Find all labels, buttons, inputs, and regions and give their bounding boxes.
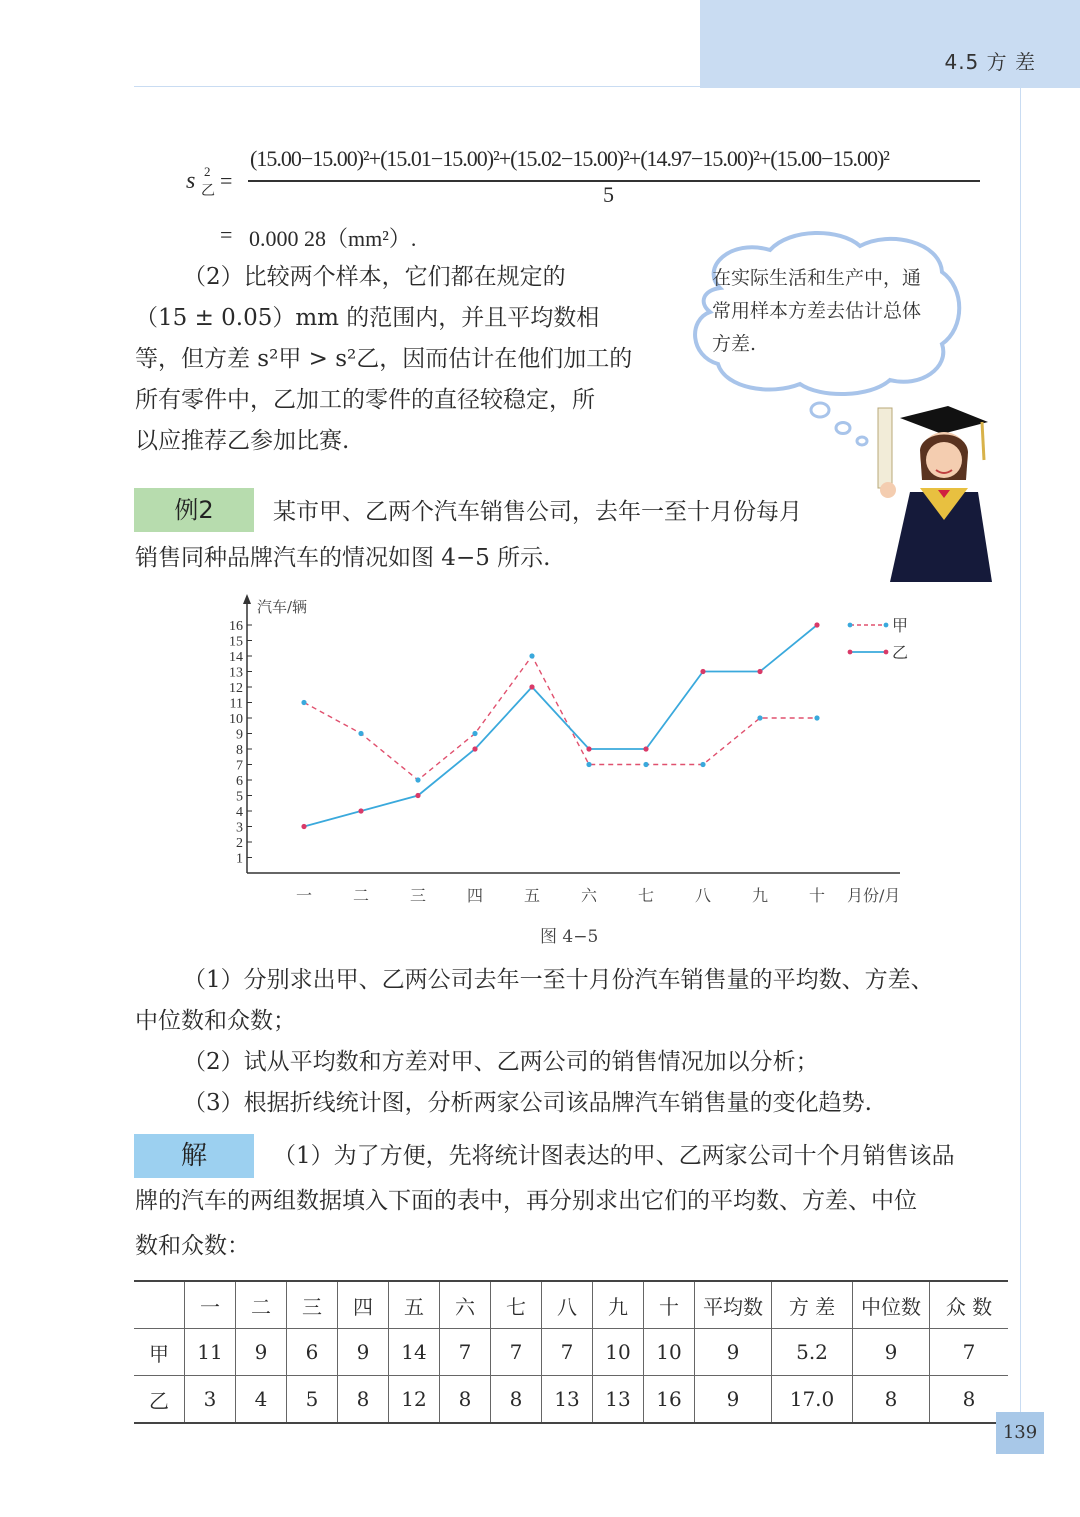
- example-line: 销售同种品牌汽车的情况如图 4−5 所示.: [135, 545, 551, 571]
- legend-point-jia: [848, 623, 853, 628]
- table-cell: 十: [644, 1281, 695, 1329]
- data-point-yi: [814, 622, 819, 627]
- y-tick-label: 9: [236, 727, 243, 743]
- y-tick-label: 11: [229, 696, 243, 712]
- table-cell: 8: [338, 1376, 389, 1424]
- table-cell: 8: [491, 1376, 542, 1424]
- table-cell: 17.0: [772, 1376, 853, 1424]
- data-point-yi: [472, 746, 477, 751]
- table-header-row: [134, 1281, 1008, 1329]
- table-cell: 12: [389, 1376, 440, 1424]
- x-tick-label: 十: [808, 886, 826, 905]
- y-tick-label: 1: [236, 851, 243, 867]
- table-cell: 9: [853, 1329, 930, 1376]
- x-tick-label: 五: [523, 886, 541, 905]
- table-cell: 三: [287, 1281, 338, 1329]
- fraction-bar: [248, 180, 980, 182]
- data-table: [134, 1280, 1008, 1424]
- table-cell: 七: [491, 1281, 542, 1329]
- table-cell: 5: [287, 1376, 338, 1424]
- table-cell: 11: [185, 1329, 236, 1376]
- table-cell: 八: [542, 1281, 593, 1329]
- x-tick-label: 七: [637, 886, 655, 905]
- table-cell: 9: [236, 1329, 287, 1376]
- table-cell: 五: [389, 1281, 440, 1329]
- table-cell: 6: [287, 1329, 338, 1376]
- legend-label-yi: 乙: [892, 643, 909, 662]
- data-point-yi: [700, 669, 705, 674]
- y-tick-label: 15: [229, 634, 243, 650]
- paragraph-line: 以应推荐乙参加比赛.: [135, 428, 350, 454]
- table-cell: 14: [389, 1329, 440, 1376]
- data-point-jia: [643, 762, 648, 767]
- legend-point-yi: [848, 650, 853, 655]
- figure-caption: 图 4−5: [540, 927, 599, 947]
- table-cell: 四: [338, 1281, 389, 1329]
- margin-divider: [1020, 88, 1021, 1428]
- question-line: （2）试从平均数和方差对甲、乙两公司的销售情况加以分析；: [183, 1049, 819, 1075]
- data-point-jia: [358, 731, 363, 736]
- table-cell: 10: [644, 1329, 695, 1376]
- page-number: 139: [996, 1412, 1044, 1454]
- data-point-yi: [757, 669, 762, 674]
- header-divider: [134, 86, 1080, 87]
- data-point-jia: [586, 762, 591, 767]
- data-point-yi: [301, 824, 306, 829]
- legend-point-yi: [884, 650, 889, 655]
- formula-variable: s: [186, 168, 196, 194]
- formula-equals: =: [220, 168, 233, 193]
- x-tick-label: 一: [295, 886, 313, 905]
- table-cell: 众 数: [930, 1281, 1009, 1329]
- section-title: 4.5 方 差: [944, 50, 1036, 74]
- x-axis-title: 月份/月: [847, 886, 901, 905]
- table-cell: 7: [440, 1329, 491, 1376]
- table-cell: 7: [542, 1329, 593, 1376]
- formula-numerator: (15.00−15.00)²+(15.01−15.00)²+(15.02−15.00)²+(14.97−15.00)²+(15.00−15.00)²: [250, 146, 889, 171]
- paragraph-comparison: [135, 257, 641, 462]
- x-tick-label: 六: [580, 886, 598, 905]
- graduate-child-illustration: [870, 400, 1000, 582]
- example-label: 例2: [134, 488, 254, 532]
- y-tick-label: 12: [229, 681, 243, 696]
- table-cell: 8: [440, 1376, 491, 1424]
- table-cell: 乙: [149, 1388, 169, 1413]
- table-cell: 8: [853, 1376, 930, 1424]
- example-line: 某市甲、乙两个汽车销售公司，去年一至十月份每月: [273, 499, 802, 525]
- table-cell: 13: [542, 1376, 593, 1424]
- table-cell: 方 差: [772, 1281, 853, 1329]
- solution-line: （1）为了方便，先将统计图表达的甲、乙两家公司十个月销售该品: [273, 1143, 955, 1169]
- table-cell: 3: [185, 1376, 236, 1424]
- paragraph-line: （2）比较两个样本，它们都在规定的: [183, 264, 566, 290]
- table-cell: 8: [930, 1376, 1009, 1424]
- formula-exponent: 2: [204, 164, 211, 179]
- table-cell: 7: [930, 1329, 1009, 1376]
- data-point-yi: [586, 746, 591, 751]
- example-text: [135, 489, 855, 581]
- table-cell: 平均数: [695, 1281, 772, 1329]
- y-tick-label: 2: [236, 836, 243, 851]
- series-line-yi: [304, 625, 817, 827]
- y-tick-label: 16: [229, 619, 243, 634]
- data-point-yi: [529, 684, 534, 689]
- formula-denominator: 5: [603, 182, 614, 207]
- data-point-yi: [415, 793, 420, 798]
- y-tick-label: 13: [229, 665, 243, 681]
- table-cell: 13: [593, 1376, 644, 1424]
- table-cell: 7: [491, 1329, 542, 1376]
- x-tick-label: 三: [409, 886, 427, 905]
- table-cell: 5.2: [772, 1329, 853, 1376]
- data-point-jia: [700, 762, 705, 767]
- y-tick-label: 3: [236, 820, 243, 836]
- legend-point-jia: [884, 623, 889, 628]
- table-cell: 9: [695, 1376, 772, 1424]
- y-tick-label: 10: [229, 712, 243, 727]
- formula-subscript: 乙: [201, 183, 215, 199]
- data-point-jia: [301, 700, 306, 705]
- table-cell: 9: [695, 1329, 772, 1376]
- formula-equals-2: =: [220, 222, 233, 247]
- table-row: [134, 1376, 1008, 1424]
- table-cell: 4: [236, 1376, 287, 1424]
- table-cell: 九: [593, 1281, 644, 1329]
- y-tick-label: 8: [236, 743, 243, 758]
- paragraph-line: 等，但方差 s²甲 > s²乙，因而估计在他们加工的: [135, 346, 633, 372]
- table-cell: [134, 1281, 185, 1329]
- paragraph-line: （15 ± 0.05）mm 的范围内，并且平均数相: [135, 305, 600, 331]
- y-axis-arrow: [243, 594, 251, 604]
- data-point-jia: [757, 715, 762, 720]
- y-tick-label: 7: [236, 758, 243, 774]
- table-cell: 16: [644, 1376, 695, 1424]
- data-point-jia: [472, 731, 477, 736]
- table-cell: 9: [338, 1329, 389, 1376]
- table-cell: 二: [236, 1281, 287, 1329]
- table-cell: 10: [593, 1329, 644, 1376]
- y-tick-label: 6: [236, 774, 243, 789]
- table-cell: 甲: [149, 1341, 169, 1366]
- y-tick-label: 14: [229, 650, 243, 665]
- question-list: [135, 960, 1015, 1124]
- y-tick-label: 4: [236, 805, 243, 820]
- data-point-jia: [529, 653, 534, 658]
- data-point-jia: [415, 777, 420, 782]
- table-cell: 六: [440, 1281, 491, 1329]
- x-tick-label: 四: [466, 886, 484, 905]
- legend-label-jia: 甲: [892, 616, 909, 635]
- line-chart: [200, 590, 930, 910]
- data-point-yi: [358, 808, 363, 813]
- table-cell: 一: [185, 1281, 236, 1329]
- question-line: （3）根据折线统计图，分析两家公司该品牌汽车销售量的变化趋势.: [183, 1090, 872, 1116]
- formula-result: 0.000 28（mm²）.: [249, 226, 417, 251]
- question-line: 中位数和众数；: [135, 1008, 296, 1034]
- x-tick-label: 二: [352, 886, 370, 905]
- y-tick-label: 5: [236, 789, 243, 805]
- solution-line: 牌的汽车的两组数据填入下面的表中，再分别求出它们的平均数、方差、中位: [135, 1188, 917, 1214]
- bubble-text: 在实际生活和生产中，通常用样本方差去估计总体方差.: [712, 267, 922, 355]
- data-point-jia: [814, 715, 819, 720]
- x-tick-label: 九: [751, 886, 769, 905]
- paragraph-line: 所有零件中，乙加工的零件的直径较稳定，所: [135, 387, 595, 413]
- question-line: （1）分别求出甲、乙两公司去年一至十月份汽车销售量的平均数、方差、: [183, 967, 934, 993]
- x-tick-label: 八: [694, 886, 712, 905]
- table-row: [134, 1329, 1008, 1376]
- y-axis-title: 汽车/辆: [257, 598, 308, 616]
- solution-label: 解: [134, 1134, 254, 1178]
- solution-line: 数和众数：: [135, 1233, 250, 1259]
- table-cell: 中位数: [853, 1281, 930, 1329]
- solution-text: [135, 1134, 1005, 1269]
- data-point-yi: [643, 746, 648, 751]
